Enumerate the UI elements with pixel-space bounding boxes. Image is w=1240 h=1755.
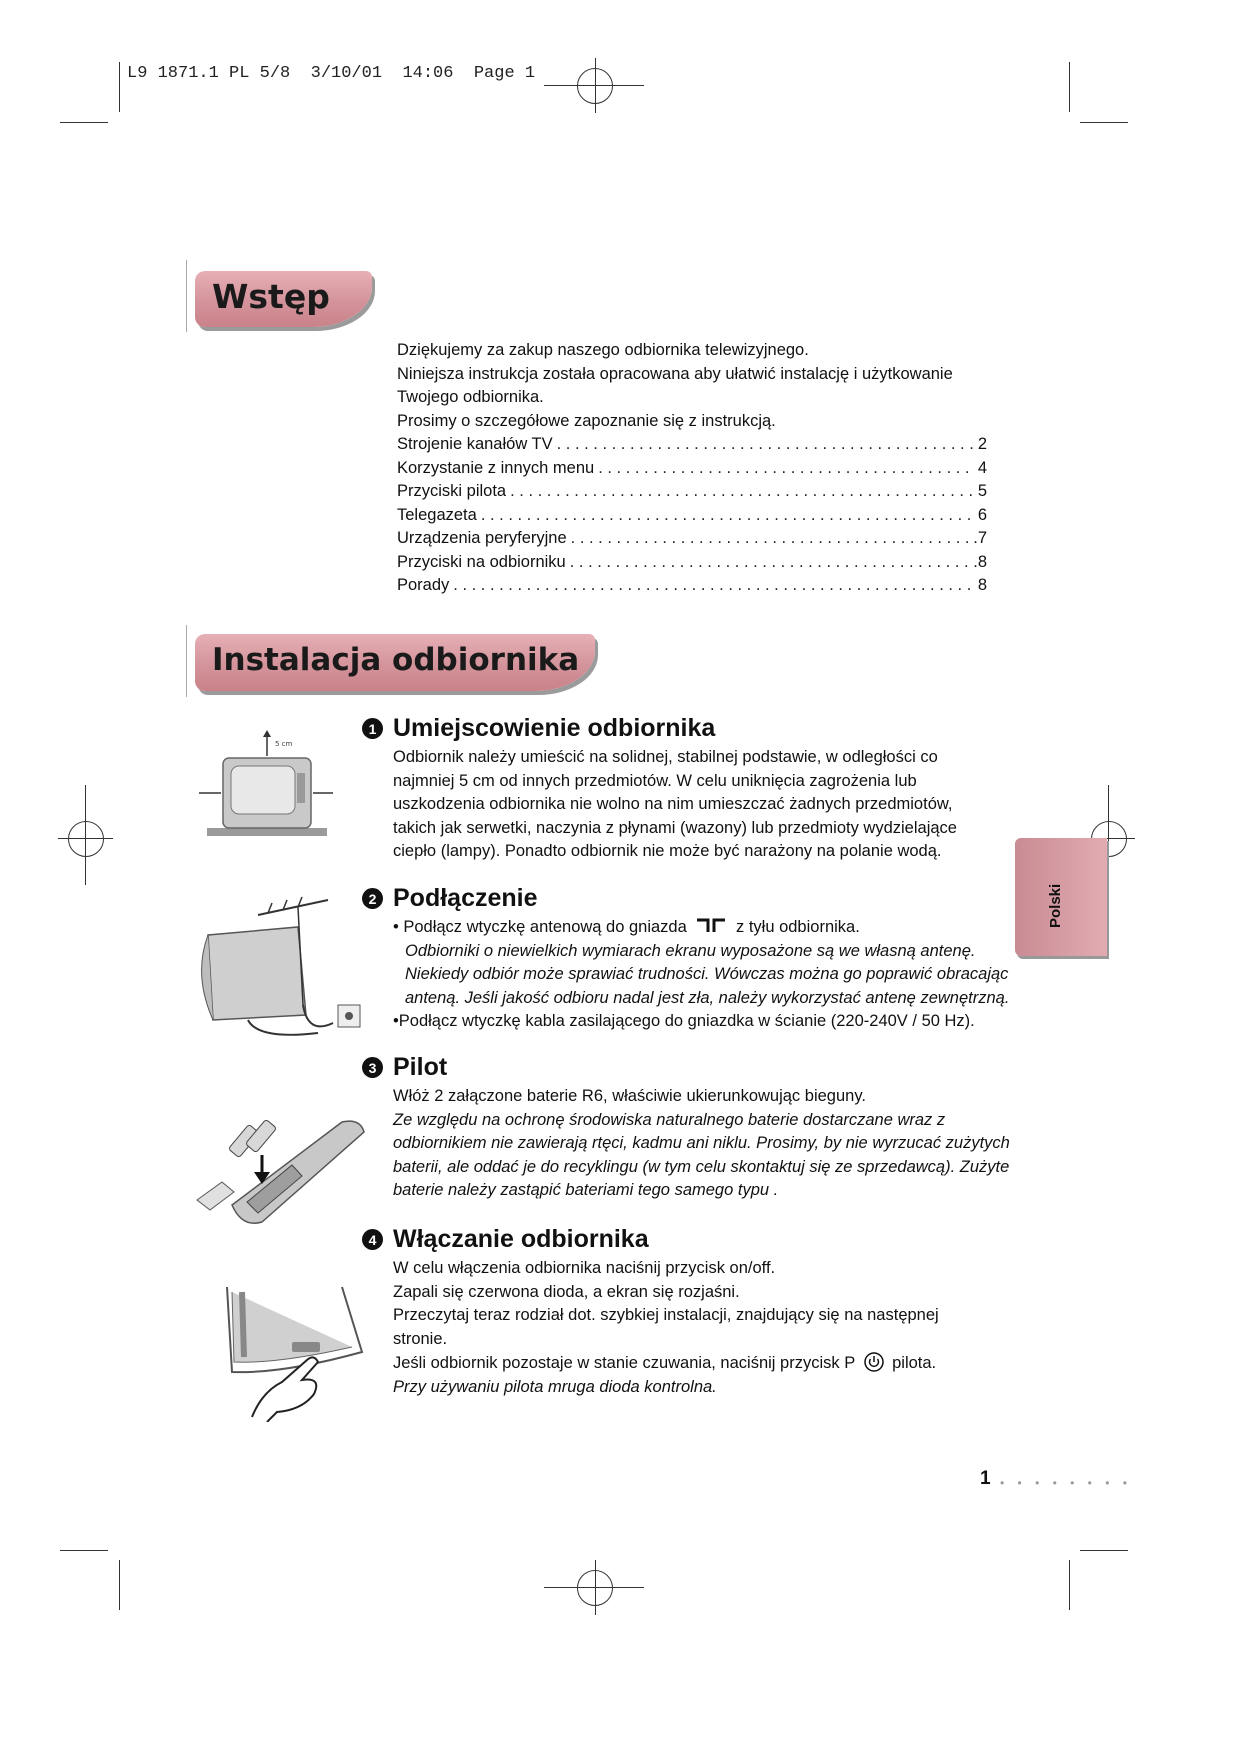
crop-mark bbox=[119, 62, 120, 112]
text-line: najmniej 5 cm od innych przedmiotów. W celu uniknięcia zagrożenia lub bbox=[393, 771, 917, 790]
toc-entry[interactable] bbox=[397, 480, 987, 504]
crop-mark bbox=[1080, 1550, 1128, 1551]
section-number: 2 bbox=[362, 888, 383, 909]
intro-line: Niniejsza instrukcja została opracowana aby ułatwić instalację i użytkowanie bbox=[397, 364, 953, 383]
text-line: •Podłącz wtyczkę kabla zasilającego do gniazdka w ścianie (220-240V / 50 Hz). bbox=[393, 1012, 975, 1030]
crop-mark bbox=[1069, 62, 1070, 112]
section-heading-power-on bbox=[362, 1225, 649, 1254]
tv-antenna-illustration bbox=[188, 895, 373, 1045]
toc-label: Porady bbox=[397, 576, 450, 594]
toc-entry[interactable] bbox=[397, 574, 987, 598]
text-span: • Podłącz wtyczkę antenową do gniazda bbox=[393, 918, 687, 936]
text-line: Zapali się czerwona dioda, a ekran się rozjaśni. bbox=[393, 1282, 740, 1301]
toc-page: 6 bbox=[977, 505, 987, 524]
remote-battery-illustration bbox=[192, 1110, 372, 1225]
toc-page: 4 bbox=[977, 458, 987, 477]
clearance-label: 5 cm bbox=[275, 740, 293, 748]
table-of-contents bbox=[397, 433, 987, 598]
text-line: Niekiedy odbiór może sprawiać trudności. Wówczas można go poprawić obracając bbox=[405, 965, 1009, 983]
text-line: baterie należy zastąpić bateriami tego samego typu . bbox=[393, 1181, 779, 1199]
banner-edge bbox=[186, 260, 187, 332]
registration-line bbox=[544, 85, 644, 86]
connection-text bbox=[393, 916, 1013, 1034]
text-line: W celu włączenia odbiornika naciśnij przycisk on/off. bbox=[393, 1259, 776, 1277]
toc-leader bbox=[598, 457, 974, 481]
section-heading-remote bbox=[362, 1053, 447, 1082]
registration-line bbox=[595, 58, 596, 113]
power-on-text bbox=[393, 1257, 1013, 1399]
power-button-illustration bbox=[222, 1282, 372, 1422]
crop-mark bbox=[1069, 1560, 1070, 1610]
toc-page: .8 bbox=[973, 552, 987, 571]
section-title: Pilot bbox=[393, 1053, 448, 1081]
section-number: 1 bbox=[362, 718, 383, 739]
text-line: ciepło (lampy). Ponadto odbiornik nie może być narażony na polanie wodą. bbox=[393, 842, 942, 860]
remote-text bbox=[393, 1085, 1023, 1203]
text-line: odbiornikiem nie zawierają rtęci, kadmu ani niklu. Prosimy, by nie wyrzucać zużytych bbox=[393, 1134, 1010, 1152]
toc-page: 8 bbox=[977, 576, 987, 594]
text-line: anteną. Jeśli jakość odbioru nadal jest zła, należy wykorzystać antenę zewnętrzną. bbox=[405, 988, 1010, 1007]
toc-label: Przyciski pilota bbox=[397, 482, 507, 500]
toc-label: Strojenie kanałów TV bbox=[397, 435, 553, 453]
placement-text bbox=[393, 746, 1013, 864]
banner-edge bbox=[186, 625, 187, 697]
print-slug: L9 1871.1 PL 5/8 3/10/01 14:06 Page 1 bbox=[127, 64, 536, 83]
toc-label: Przyciski na odbiorniku bbox=[397, 552, 566, 571]
toc-label: Urządzenia peryferyjne bbox=[397, 529, 567, 547]
antenna-socket-icon bbox=[695, 918, 727, 934]
intro-line: Twojego odbiornika. bbox=[397, 388, 544, 406]
tv-placement-illustration bbox=[195, 728, 335, 848]
toc-entry[interactable] bbox=[397, 457, 987, 481]
toc-leader bbox=[557, 433, 974, 457]
toc-label: Korzystanie z innych menu bbox=[397, 458, 595, 477]
toc-entry[interactable] bbox=[397, 551, 987, 575]
section-title: Włączanie odbiornika bbox=[393, 1225, 649, 1253]
crop-mark bbox=[60, 1550, 108, 1551]
section-number: 3 bbox=[362, 1057, 383, 1078]
toc-leader bbox=[453, 574, 974, 598]
intro-line: Dziękujemy za zakup naszego odbiornika telewizyjnego. bbox=[397, 341, 809, 359]
page-dots: • • • • • • • • bbox=[1000, 1476, 1132, 1490]
toc-page: 5 bbox=[977, 482, 987, 500]
toc-entry[interactable] bbox=[397, 527, 987, 551]
text-line bbox=[393, 916, 1013, 940]
section-heading-placement bbox=[362, 714, 715, 743]
text-line bbox=[393, 1351, 1013, 1376]
registration-line bbox=[595, 1560, 596, 1615]
crop-mark bbox=[1080, 122, 1128, 123]
text-line: Odbiornik należy umieścić na solidnej, stabilnej podstawie, w odległości co bbox=[393, 748, 938, 766]
page-number: 1 bbox=[980, 1468, 991, 1489]
standby-power-icon bbox=[863, 1351, 885, 1373]
intro-heading: Wstęp bbox=[212, 277, 330, 316]
registration-line bbox=[544, 1587, 644, 1588]
section-title: Podłączenie bbox=[393, 884, 538, 912]
crop-mark bbox=[60, 122, 108, 123]
intro-line: Prosimy o szczegółowe zapoznanie się z instrukcją. bbox=[397, 411, 776, 430]
registration-line bbox=[1108, 785, 1109, 885]
language-tab-label: Polski bbox=[1047, 883, 1064, 928]
text-line: takich jak serwetki, naczynia z płynami (wazony) lub przedmioty wydzielające bbox=[393, 818, 957, 837]
section-number: 4 bbox=[362, 1229, 383, 1250]
text-line: baterii, ale oddać je do recyklingu (w tym celu skontaktuj się ze sprzedawcą). Zużyte bbox=[393, 1157, 1010, 1176]
toc-entry[interactable] bbox=[397, 504, 987, 528]
crop-mark bbox=[119, 1560, 120, 1610]
text-line: Odbiorniki o niewielkich wymiarach ekranu wyposażone są we własną antenę. bbox=[405, 941, 976, 960]
toc-page: 2 bbox=[977, 435, 987, 453]
registration-line bbox=[85, 785, 86, 885]
intro-text bbox=[397, 339, 1017, 433]
text-line: stronie. bbox=[393, 1329, 448, 1348]
language-tab[interactable] bbox=[1015, 838, 1107, 956]
install-heading: Instalacja odbiornika bbox=[212, 642, 580, 678]
section-heading-connection bbox=[362, 884, 538, 913]
text-line: Ze względu na ochronę środowiska naturalnego baterie dostarczane wraz z bbox=[393, 1110, 946, 1129]
toc-entry[interactable] bbox=[397, 433, 987, 457]
text-span: pilota. bbox=[892, 1354, 937, 1372]
toc-label: Telegazeta bbox=[397, 505, 477, 524]
text-line: Włóż 2 załączone baterie R6, właściwie ukierunkowując bieguny. bbox=[393, 1087, 866, 1105]
text-line: uszkodzenia odbiornika nie wolno na nim umieszczać żadnych przedmiotów, bbox=[393, 795, 953, 813]
text-span: z tyłu odbiornika. bbox=[735, 918, 860, 936]
text-line: Przeczytaj teraz rodział dot. szybkiej instalacji, znajdujący się na następnej bbox=[393, 1306, 939, 1324]
toc-leader bbox=[571, 527, 970, 551]
toc-leader bbox=[510, 480, 974, 504]
toc-leader bbox=[481, 504, 974, 528]
section-title: Umiejscowienie odbiornika bbox=[393, 714, 716, 742]
text-span: Jeśli odbiornik pozostaje w stanie czuwania, naciśnij przycisk P bbox=[393, 1354, 855, 1372]
toc-page: .7 bbox=[973, 529, 987, 547]
registration-mark-icon bbox=[68, 821, 104, 857]
text-line: Przy używaniu pilota mruga dioda kontrolna. bbox=[393, 1377, 717, 1396]
toc-leader bbox=[570, 551, 969, 575]
